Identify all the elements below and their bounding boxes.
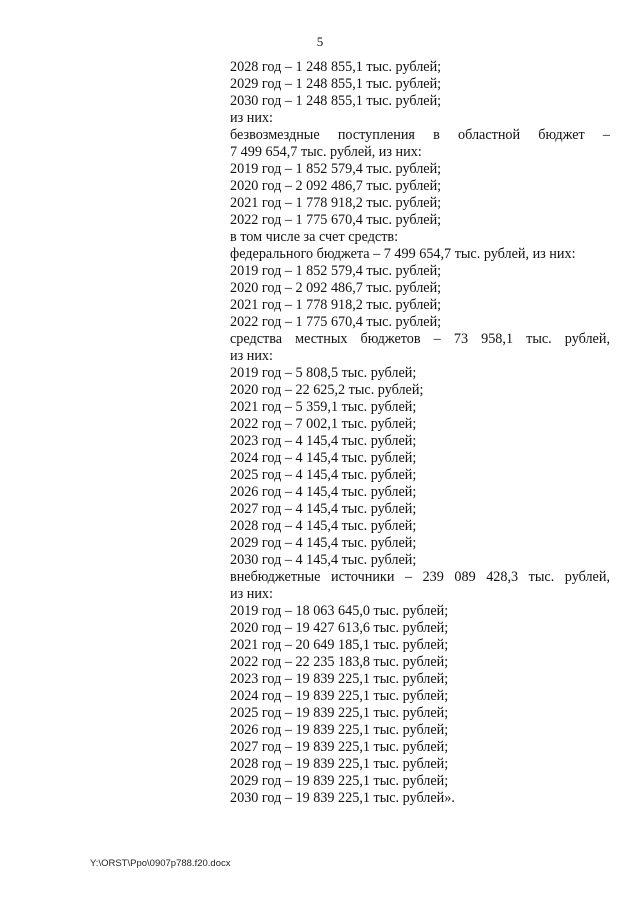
text-line: 2028 год – 19 839 225,1 тыс. рублей; bbox=[230, 756, 449, 772]
text-line: 2029 год – 19 839 225,1 тыс. рублей; bbox=[230, 773, 449, 789]
text-line: 2028 год – 1 248 855,1 тыс. рублей; bbox=[230, 59, 442, 75]
text-line: 2020 год – 19 427 613,6 тыс. рублей; bbox=[230, 620, 449, 636]
text-line: 2025 год – 19 839 225,1 тыс. рублей; bbox=[230, 705, 449, 721]
text-line: 2019 год – 18 063 645,0 тыс. рублей; bbox=[230, 603, 449, 619]
text-line: 7 499 654,7 тыс. рублей, из них: bbox=[230, 144, 422, 160]
text-line: 2027 год – 19 839 225,1 тыс. рублей; bbox=[230, 739, 449, 755]
text-line: 2026 год – 19 839 225,1 тыс. рублей; bbox=[230, 722, 449, 738]
text-line: 2024 год – 4 145,4 тыс. рублей; bbox=[230, 450, 417, 466]
text-line: 2019 год – 5 808,5 тыс. рублей; bbox=[230, 365, 417, 381]
text-line: 2030 год – 1 248 855,1 тыс. рублей; bbox=[230, 93, 442, 109]
text-line: 2029 год – 1 248 855,1 тыс. рублей; bbox=[230, 76, 442, 92]
text-line: в том числе за счет средств: bbox=[230, 229, 399, 245]
text-line: 2030 год – 4 145,4 тыс. рублей; bbox=[230, 552, 417, 568]
text-line: 2021 год – 20 649 185,1 тыс. рублей; bbox=[230, 637, 449, 653]
text-line: 2020 год – 2 092 486,7 тыс. рублей; bbox=[230, 280, 442, 296]
footer-file-path: Y:\ORST\Ppo\0907p788.f20.docx bbox=[90, 858, 231, 869]
text-line: 2022 год – 7 002,1 тыс. рублей; bbox=[230, 416, 417, 432]
text-line: из них: bbox=[230, 110, 273, 126]
text-line: 2021 год – 5 359,1 тыс. рублей; bbox=[230, 399, 417, 415]
text-line: 2028 год – 4 145,4 тыс. рублей; bbox=[230, 518, 417, 534]
text-line: 2022 год – 1 775 670,4 тыс. рублей; bbox=[230, 212, 442, 228]
text-line: 2020 год – 22 625,2 тыс. рублей; bbox=[230, 382, 424, 398]
text-line: 2029 год – 4 145,4 тыс. рублей; bbox=[230, 535, 417, 551]
text-line: 2024 год – 19 839 225,1 тыс. рублей; bbox=[230, 688, 449, 704]
text-line: 2023 год – 4 145,4 тыс. рублей; bbox=[230, 433, 417, 449]
text-line: 2030 год – 19 839 225,1 тыс. рублей». bbox=[230, 790, 455, 806]
text-line-justified: средства местных бюджетов – 73 958,1 тыс. рублей, bbox=[230, 331, 610, 347]
text-line: 2022 год – 22 235 183,8 тыс. рублей; bbox=[230, 654, 449, 670]
text-line: 2026 год – 4 145,4 тыс. рублей; bbox=[230, 484, 417, 500]
document-body bbox=[230, 59, 610, 807]
text-line: 2027 год – 4 145,4 тыс. рублей; bbox=[230, 501, 417, 517]
text-line: из них: bbox=[230, 348, 273, 364]
text-line: 2019 год – 1 852 579,4 тыс. рублей; bbox=[230, 161, 442, 177]
text-line: 2019 год – 1 852 579,4 тыс. рублей; bbox=[230, 263, 442, 279]
text-line: 2020 год – 2 092 486,7 тыс. рублей; bbox=[230, 178, 442, 194]
text-line-justified: безвозмездные поступления в областной бюджет – bbox=[230, 127, 610, 143]
text-line: из них: bbox=[230, 586, 273, 602]
text-line: федерального бюджета – 7 499 654,7 тыс. рублей, из них: bbox=[230, 246, 576, 262]
text-line: 2022 год – 1 775 670,4 тыс. рублей; bbox=[230, 314, 442, 330]
text-line-justified: внебюджетные источники – 239 089 428,3 тыс. рублей, bbox=[230, 569, 610, 585]
page-number: 5 bbox=[316, 34, 324, 49]
text-line: 2023 год – 19 839 225,1 тыс. рублей; bbox=[230, 671, 449, 687]
text-line: 2021 год – 1 778 918,2 тыс. рублей; bbox=[230, 297, 442, 313]
text-line: 2025 год – 4 145,4 тыс. рублей; bbox=[230, 467, 417, 483]
text-line: 2021 год – 1 778 918,2 тыс. рублей; bbox=[230, 195, 442, 211]
